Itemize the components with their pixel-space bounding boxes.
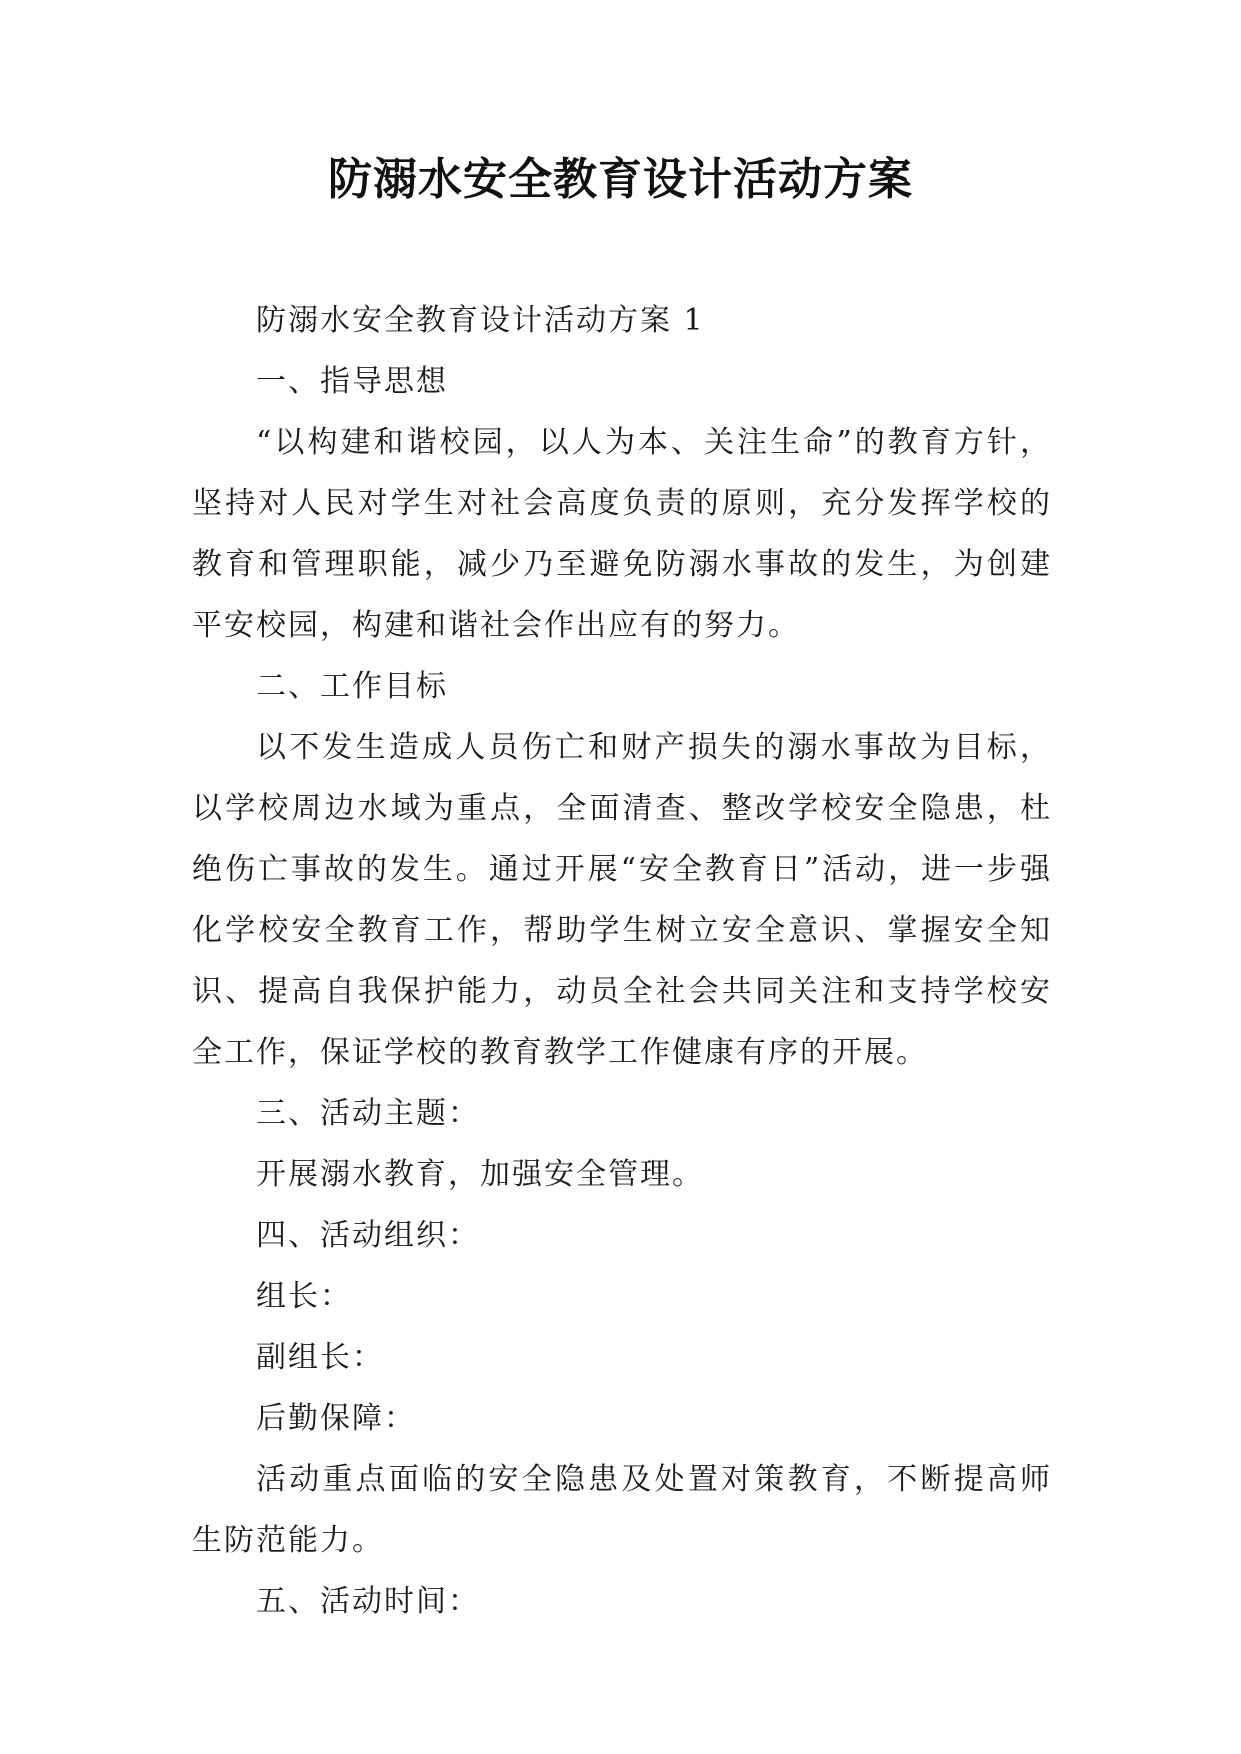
- document-title: 防溺水安全教育设计活动方案: [328, 154, 913, 205]
- section-heading-work-goals: 二、工作目标: [256, 669, 448, 704]
- list-item-logistics: 后勤保障：: [256, 1401, 416, 1436]
- section-heading-activity-theme: 三、活动主题：: [256, 1096, 480, 1131]
- section-heading-guiding-ideology: 一、指导思想: [256, 364, 448, 399]
- list-item-deputy-leader: 副组长：: [256, 1340, 384, 1375]
- list-item-leader: 组长：: [256, 1279, 352, 1314]
- body-paragraph: 以不发生造成人员伤亡和财产损失的溺水事故为目标，以学校周边水域为重点，全面清查、整改学校安全隐患，杜绝伤亡事故的发生。通过开展“安全教育日”活动，进一步强化学校安全教育工作，帮助学生树立安全意识、掌握安全知识、提高自我保护能力，动员全社会共同关注和支持学校安全工作，保证学校的教育教学工作健康有序的开展。: [192, 730, 1052, 1070]
- body-paragraph: “以构建和谐校园，以人为本、关注生命”的教育方针，坚持对人民对学生对社会高度负责的原则，充分发挥学校的教育和管理职能，减少乃至避免防溺水事故的发生，为创建平安校园，构建和谐社会作出应有的努力。: [192, 425, 1052, 643]
- document-body: [192, 290, 1052, 1632]
- section-heading-activity-organization: 四、活动组织：: [256, 1218, 480, 1253]
- body-paragraph: 活动重点面临的安全隐患及处置对策教育，不断提高师生防范能力。: [192, 1462, 1052, 1558]
- subtitle-paragraph: 防溺水安全教育设计活动方案 1: [256, 303, 705, 338]
- section-heading-activity-time: 五、活动时间：: [256, 1584, 480, 1619]
- body-paragraph: 开展溺水教育，加强安全管理。: [256, 1157, 704, 1192]
